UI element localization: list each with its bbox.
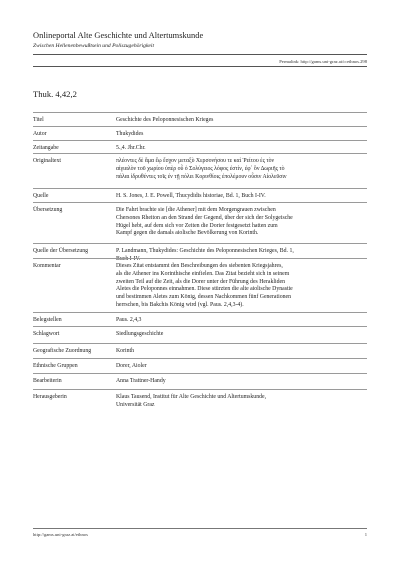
field-value-line: αἰγιαλὸν τοῦ χωρίου ὑπὲρ οὗ ὁ Σολύγειος λόφος ἐστίν, ἐφ᾽ ὃν Δωριῆς τὸ	[116, 165, 285, 172]
field-label: Autor	[33, 131, 47, 137]
field-value-line: Hügel hebt, auf dem sich vor Zeiten die Dorier festgesetzt hatten zum	[116, 222, 278, 229]
field-value	[116, 248, 367, 264]
field-label: Kommentar	[33, 263, 61, 269]
field-value: Korinth	[116, 348, 135, 354]
site-title: Onlineportal Alte Geschichte und Altertumskunde	[33, 31, 204, 40]
field-label: Quelle der Übersetzung	[33, 248, 89, 254]
field-value-line: Buch I-IV.	[116, 255, 141, 262]
row-divider	[33, 312, 367, 313]
footer-url[interactable]: http://gams.uni-graz.at/ethnos	[33, 532, 88, 537]
row-divider	[33, 389, 367, 390]
row-divider	[33, 126, 367, 127]
field-label: Originaltext	[33, 158, 62, 164]
field-value: 5.,4. Jhr.Chr.	[116, 145, 146, 151]
field-label: Herausgeberin	[33, 394, 67, 400]
field-value-line: Die Fahrt brachte sie [die Athener] mit dem Morgengrauen zwischen	[116, 207, 276, 213]
site-subtitle: Zwischen Hellenenbewußtsein und Poliszugehörigkeit	[33, 43, 155, 49]
field-value	[116, 394, 367, 410]
field-value-line: und bestimmen Aletes zum König, dessen Nachkommen fünf Generationen	[116, 294, 291, 301]
field-value-line: Universität Graz	[116, 401, 155, 408]
field-value-line: P. Landmann, Thukydides: Geschichte des Peloponnesischen Krieges, Bd. 1,	[116, 248, 294, 254]
field-label: Bearbeiterin	[33, 378, 62, 384]
field-label: Quelle	[33, 193, 49, 199]
row-divider	[33, 373, 367, 374]
field-label: Belegstellen	[33, 317, 62, 323]
field-value	[116, 263, 367, 310]
row-divider	[33, 243, 367, 244]
field-value: Dorer, Aioler	[116, 363, 147, 369]
row-divider	[33, 326, 367, 327]
field-label: Schlagwort	[33, 331, 60, 337]
field-value-line: πάλαι ἱδρυθέντες τοῖς ἐν τῇ πόλει Κορινθίοις ἐπολέμουν οὖσιν Αἰολεῦσιν	[116, 173, 287, 180]
field-value-line: zweiten Teil auf die Zeit, als die Dorer unter der Führung des Herakliden	[116, 278, 285, 285]
field-value: H. S. Jones, J. E. Powell, Thucydidis historiae, Bd. 1, Buch I-IV.	[116, 193, 266, 199]
permalink[interactable]: Permalink: http://gams.uni-graz.at/o:ethnos.298	[279, 59, 367, 64]
row-divider	[33, 202, 367, 203]
field-value	[116, 158, 367, 181]
row-divider	[33, 343, 367, 344]
field-value-line: Aletes die Peloponnes einnahmen. Diese stürzten die alte aiolische Dynastie	[116, 286, 293, 293]
field-label: Zeitangabe	[33, 145, 59, 151]
field-value: Thukydides	[116, 131, 144, 137]
field-label: Übersetzung	[33, 207, 63, 213]
row-divider	[33, 258, 367, 259]
field-value: Siedlungsgeschichte	[116, 331, 164, 337]
field-value: Geschichte des Peloponnesischen Krieges	[116, 117, 214, 123]
row-divider	[33, 358, 367, 359]
header-divider-bottom	[33, 66, 367, 67]
field-value: Anna Trattner-Handy	[116, 378, 166, 384]
field-value-line: Kampf gegen die damals aiolische Bevölkerung von Korinth.	[116, 230, 259, 237]
field-label: Titel	[33, 117, 44, 123]
field-value-line: Chersones Rheiton an den Strand der Gegend, über der sich der Solygeische	[116, 214, 293, 221]
field-value-line: herrschen, bis Bakchis König wird (vgl. Paus. 2,4,3-4).	[116, 301, 244, 308]
header-divider	[33, 54, 367, 55]
document-heading: Thuk. 4,42,2	[33, 89, 77, 99]
row-divider	[33, 188, 367, 189]
field-value-line: Dieses Zitat entstammt den Beschreibungen des siebenten Kriegsjahres,	[116, 263, 283, 269]
footer-divider	[33, 528, 367, 529]
field-value-line: Klaus Tausend, Institut für Alte Geschichte und Altertumskunde,	[116, 394, 267, 400]
row-divider	[33, 112, 367, 113]
row-divider	[33, 153, 367, 154]
field-value	[116, 207, 367, 238]
field-label: Ethnische Gruppen	[33, 363, 78, 369]
page-number: 1	[364, 532, 367, 537]
row-divider	[33, 140, 367, 141]
field-value-line: als die Athener ins Korinthische einfielen. Das Zitat bezieht sich in seinem	[116, 270, 290, 277]
field-value: Paus. 2,4,3	[116, 317, 142, 323]
field-label: Geografische Zuordnung	[33, 348, 92, 354]
field-value-line: πλέοντες δὲ ἅμα ἕῳ ἔσχον μεταξὺ Χερσονήσου τε καὶ Ῥείτου ἐς τὸν	[116, 158, 275, 164]
